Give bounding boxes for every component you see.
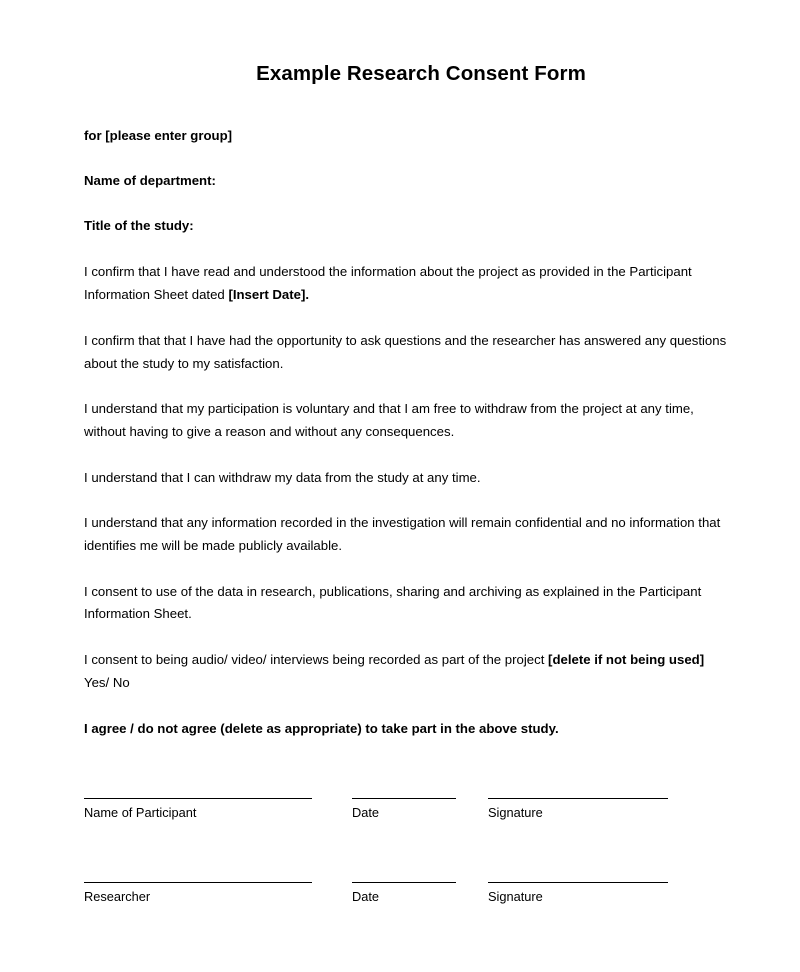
- statement-recording: [84, 649, 732, 694]
- statement-text: I understand that any information recorded in the investigation will remain confidential and no information that identifies me will be made publicly available.: [84, 515, 721, 554]
- participant-signature-caption: Signature: [488, 805, 543, 821]
- signature-row-participant: [84, 798, 734, 822]
- researcher-date-caption: Date: [352, 888, 380, 904]
- researcher-name-field[interactable]: [84, 882, 312, 906]
- statement-voluntary-withdraw: [84, 398, 732, 443]
- researcher-date-field[interactable]: [352, 882, 456, 906]
- statement-withdraw-data: [84, 467, 732, 490]
- consent-form-body: [84, 62, 734, 966]
- field-department-label: Name of department:: [84, 173, 216, 189]
- participant-date-field[interactable]: [352, 798, 456, 822]
- page-title: Example Research Consent Form: [256, 62, 586, 85]
- statement-questions-answered: [84, 330, 732, 375]
- statement-text: I understand that my participation is voluntary and that I am free to withdraw from the project at any time, without having to give a reason and without any consequences.: [84, 401, 694, 439]
- statement-text-emphasis: [Insert Date].: [228, 287, 310, 303]
- statement-text: I understand that I can withdraw my data from the study at any time.: [84, 469, 481, 485]
- statement-text: I confirm that I have read and understood the information about the project as provided in the Participant Information Sheet dated: [84, 264, 692, 303]
- participant-date-caption: Date: [352, 805, 380, 821]
- researcher-name-caption: Researcher: [84, 888, 151, 904]
- researcher-signature-field[interactable]: [488, 882, 668, 906]
- statements-list: [84, 261, 734, 740]
- field-study-title-label: Title of the study:: [84, 218, 194, 234]
- statement-text: I confirm that that I have had the opportunity to ask questions and the researcher has answered any questions about the study to my satisfaction.: [84, 332, 727, 371]
- agreement-statement: I agree / do not agree (delete as appropriate) to take part in the above study.: [84, 720, 559, 736]
- statement-text: I consent to being audio/ video/ interviews being recorded as part of the project: [84, 652, 549, 668]
- participant-name-caption: Name of Participant: [84, 805, 197, 821]
- statement-text-emphasis: [delete if not being used]: [548, 652, 705, 668]
- field-group-label: for [please enter group]: [84, 128, 233, 143]
- participant-name-field[interactable]: [84, 798, 312, 822]
- statement-read-understood: [84, 261, 732, 306]
- signature-row-researcher: [84, 882, 734, 906]
- signature-block: [84, 798, 734, 905]
- statement-data-use: [84, 581, 732, 626]
- statement-confidentiality: [84, 512, 732, 557]
- participant-signature-field[interactable]: [488, 798, 668, 822]
- statement-text-tail: Yes/ No: [84, 674, 130, 690]
- researcher-signature-caption: Signature: [488, 888, 543, 904]
- statement-text: I consent to use of the data in research, publications, sharing and archiving as explained in the Participant Information Sheet.: [84, 583, 702, 622]
